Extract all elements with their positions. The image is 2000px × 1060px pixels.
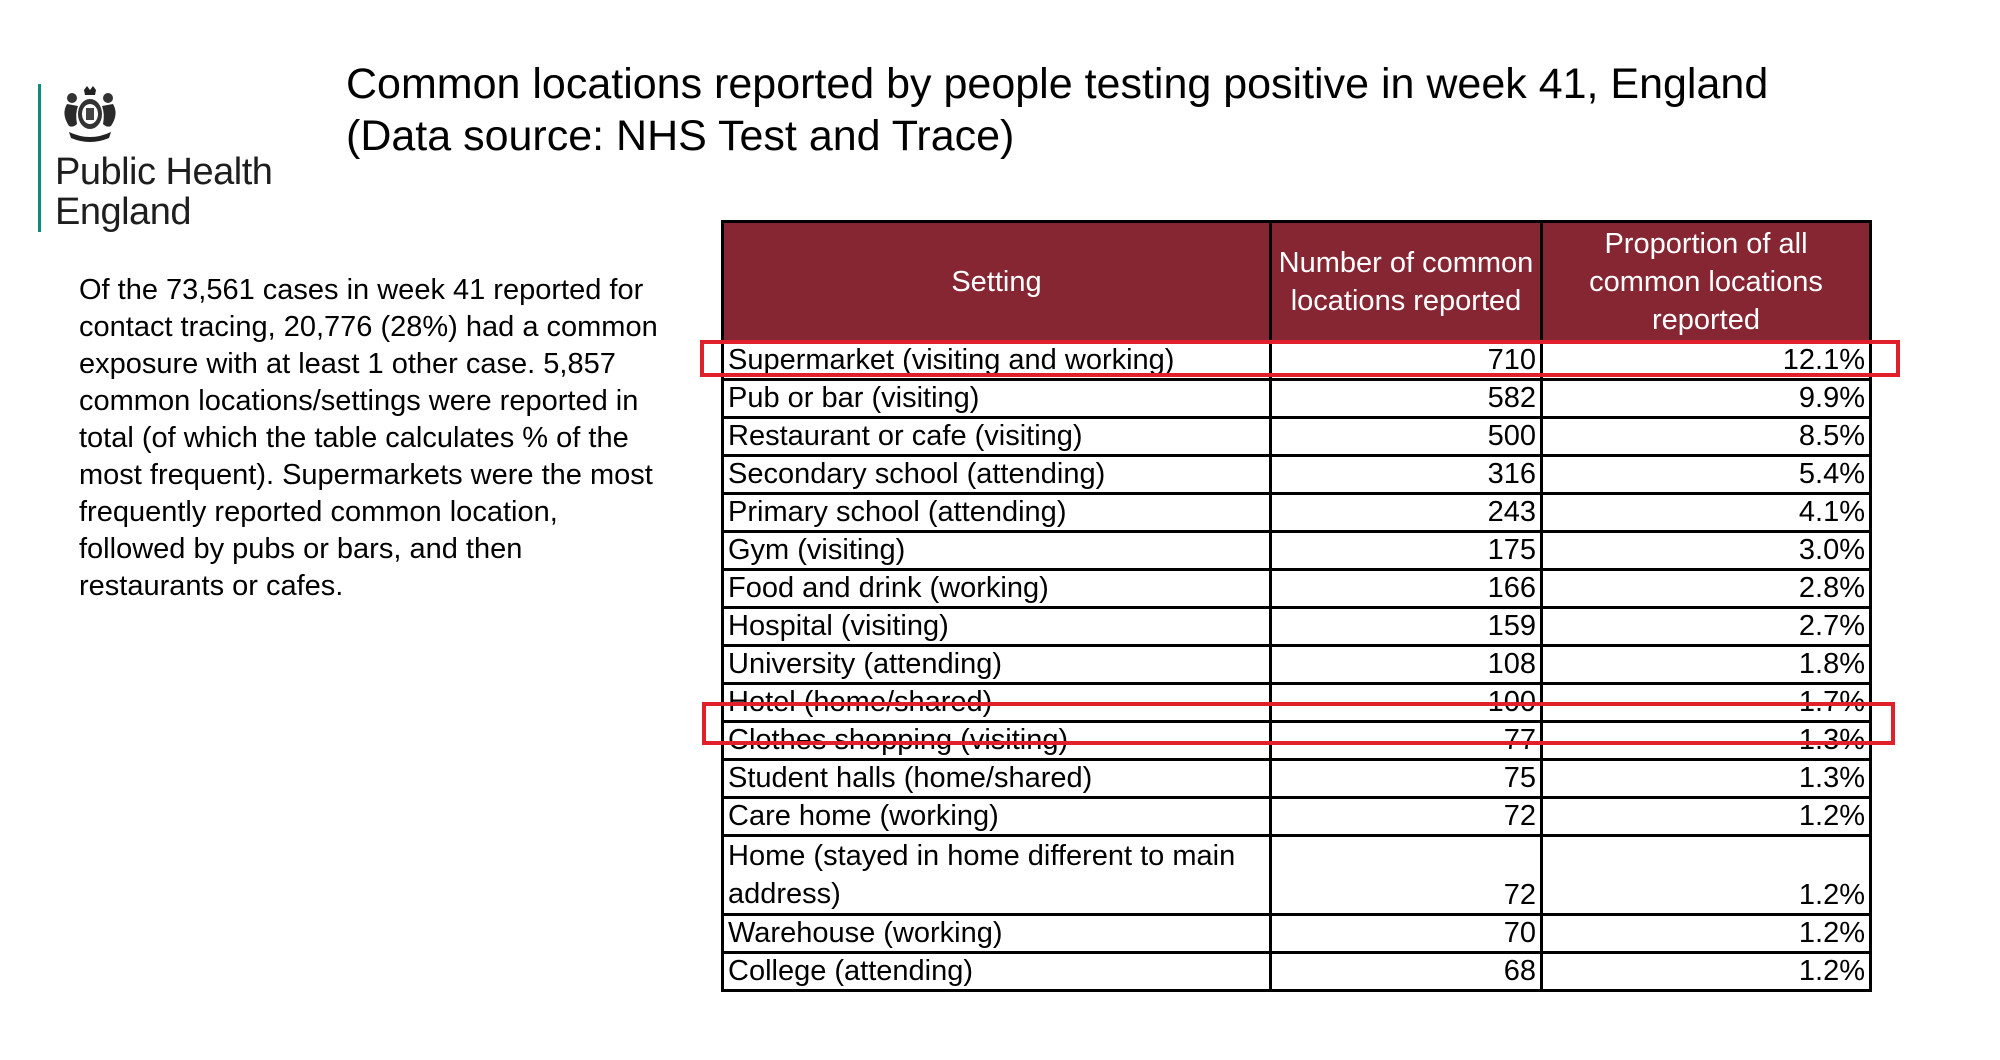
cell-setting: Restaurant or cafe (visiting): [723, 418, 1271, 456]
cell-number: 108: [1271, 646, 1542, 684]
cell-proportion: 2.7%: [1542, 608, 1871, 646]
header-setting: Setting: [723, 222, 1271, 342]
table-row: [723, 456, 1871, 494]
cell-setting: University (attending): [723, 646, 1271, 684]
cell-number: 72: [1271, 798, 1542, 836]
cell-number: 500: [1271, 418, 1542, 456]
cell-setting: College (attending): [723, 953, 1271, 991]
logo-line-1: Public Health: [55, 151, 273, 193]
table-row: [723, 798, 1871, 836]
table-row: [723, 953, 1871, 991]
summary-text: Of the 73,561 cases in week 41 reported for contact tracing, 20,776 (28%) had a common exposure with at least 1 other case. 5,857 common locations/settings were reported in total (of which the table calculates % of the most frequent). Supermarkets were the most frequently reported common location, followed by pubs or bars, and then restaurants or cafes.: [79, 274, 658, 602]
table-row: [723, 532, 1871, 570]
cell-setting: Home (stayed in home different to main address): [723, 836, 1271, 915]
cell-proportion: 1.2%: [1542, 798, 1871, 836]
table-row: [723, 570, 1871, 608]
table-row: [723, 722, 1871, 760]
cell-setting: Care home (working): [723, 798, 1271, 836]
table-row: [723, 494, 1871, 532]
cell-setting: Secondary school (attending): [723, 456, 1271, 494]
table-row: [723, 646, 1871, 684]
cell-proportion: 1.3%: [1542, 722, 1871, 760]
cell-number: 72: [1271, 836, 1542, 915]
cell-proportion: 1.2%: [1542, 915, 1871, 953]
cell-proportion: 5.4%: [1542, 456, 1871, 494]
cell-setting: Primary school (attending): [723, 494, 1271, 532]
cell-proportion: 1.2%: [1542, 836, 1871, 915]
royal-coat-of-arms-icon: [55, 84, 125, 146]
cell-number: 75: [1271, 760, 1542, 798]
cell-setting: Supermarket (visiting and working): [723, 342, 1271, 380]
cell-setting: Gym (visiting): [723, 532, 1271, 570]
cell-proportion: 3.0%: [1542, 532, 1871, 570]
cell-setting: Student halls (home/shared): [723, 760, 1271, 798]
cell-number: 159: [1271, 608, 1542, 646]
cell-number: 175: [1271, 532, 1542, 570]
header-number: Number of common locations reported: [1271, 222, 1542, 342]
cell-proportion: 2.8%: [1542, 570, 1871, 608]
title-line-1: Common locations reported by people testing positive in week 41, England: [346, 60, 1769, 108]
table-row: [723, 342, 1871, 380]
cell-number: 316: [1271, 456, 1542, 494]
cell-number: 70: [1271, 915, 1542, 953]
table-header-row: [723, 222, 1871, 342]
header-proportion: Proportion of all common locations reported: [1542, 222, 1871, 342]
table-row: [723, 915, 1871, 953]
cell-proportion: 1.8%: [1542, 646, 1871, 684]
cell-proportion: 4.1%: [1542, 494, 1871, 532]
table-row: [723, 760, 1871, 798]
locations-table: [721, 220, 1872, 992]
table-row: [723, 418, 1871, 456]
cell-number: 166: [1271, 570, 1542, 608]
cell-proportion: 1.3%: [1542, 760, 1871, 798]
cell-proportion: 8.5%: [1542, 418, 1871, 456]
title-line-2: (Data source: NHS Test and Trace): [346, 112, 1015, 160]
table-row: [723, 380, 1871, 418]
logo-line-2: England: [55, 191, 191, 233]
page-title: [346, 58, 1906, 162]
cell-setting: Food and drink (working): [723, 570, 1271, 608]
cell-proportion: 1.7%: [1542, 684, 1871, 722]
phe-logo: [38, 84, 272, 232]
cell-proportion: 12.1%: [1542, 342, 1871, 380]
cell-number: 243: [1271, 494, 1542, 532]
locations-table-container: [721, 220, 1872, 992]
cell-number: 100: [1271, 684, 1542, 722]
cell-setting: Pub or bar (visiting): [723, 380, 1271, 418]
table-row: [723, 684, 1871, 722]
cell-number: 68: [1271, 953, 1542, 991]
cell-number: 710: [1271, 342, 1542, 380]
table-row: [723, 608, 1871, 646]
cell-setting: Clothes shopping (visiting): [723, 722, 1271, 760]
table-row: [723, 836, 1871, 915]
cell-number: 77: [1271, 722, 1542, 760]
cell-proportion: 9.9%: [1542, 380, 1871, 418]
cell-setting: Warehouse (working): [723, 915, 1271, 953]
cell-setting: Hotel (home/shared): [723, 684, 1271, 722]
cell-setting: Hospital (visiting): [723, 608, 1271, 646]
cell-number: 582: [1271, 380, 1542, 418]
cell-proportion: 1.2%: [1542, 953, 1871, 991]
